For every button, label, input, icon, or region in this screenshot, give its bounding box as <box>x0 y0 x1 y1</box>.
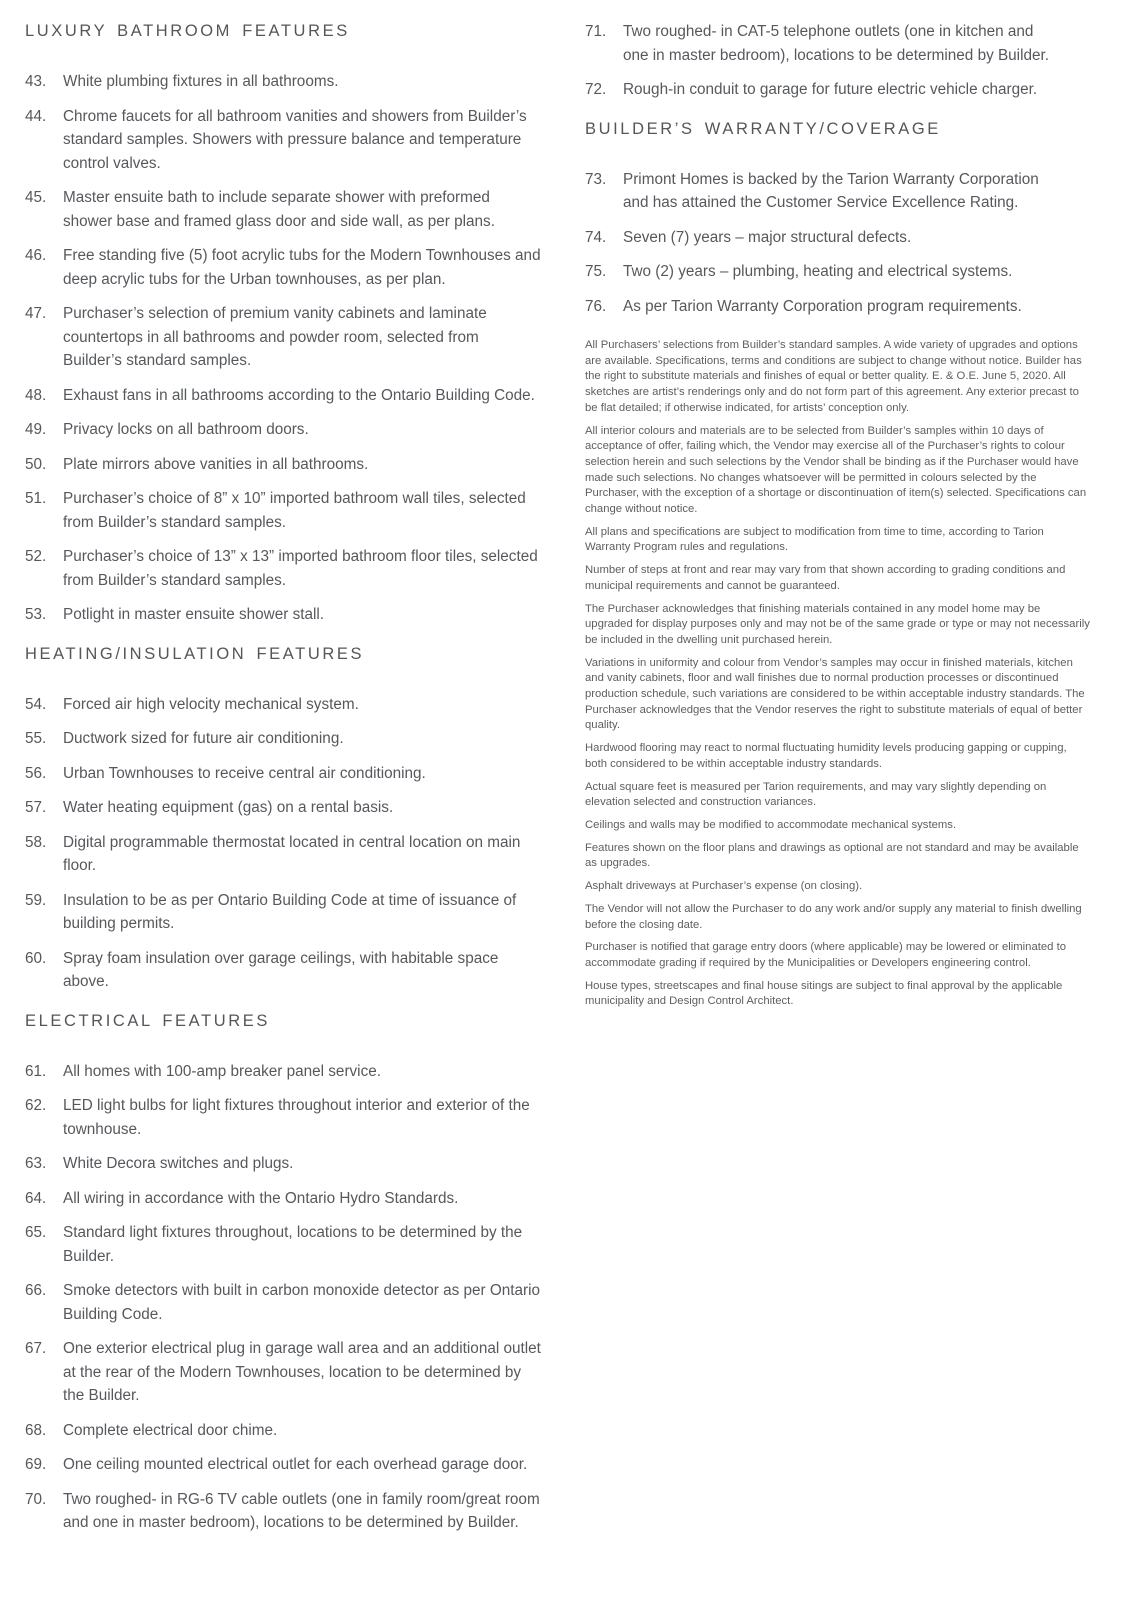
item-number: 69. <box>25 1456 47 1473</box>
item-text: Plate mirrors above vanities in all bathrooms. <box>63 455 369 473</box>
feature-item-54 <box>25 693 541 717</box>
feature-item-51 <box>25 487 541 534</box>
item-number: 75. <box>585 263 607 280</box>
section-heading-builder-s-warranty-coverage: BUILDER’S WARRANTY/COVERAGE <box>585 119 941 138</box>
feature-item-61 <box>25 1060 541 1084</box>
item-number: 64. <box>25 1189 47 1207</box>
item-number: 50. <box>25 455 47 473</box>
fine-print-paragraph: Ceilings and walls may be modified to accommodate mechanical systems. <box>585 818 957 831</box>
item-number: 53. <box>25 606 47 623</box>
feature-item-58 <box>25 831 541 878</box>
fine-print-paragraph: House types, streetscapes and final house sitings are subject to final approval by the applicable municipality and Design Control Architect. <box>585 979 1063 1008</box>
feature-item-64 <box>25 1187 541 1211</box>
item-number: 61. <box>25 1062 47 1080</box>
feature-item-48 <box>25 384 541 408</box>
item-text: Chrome faucets for all bathroom vanities and showers from Builder’s standard samples. Showers with pressure balance and temperature control valves. <box>63 107 527 172</box>
section-heading-electrical-features: ELECTRICAL FEATURES <box>25 1011 270 1030</box>
item-number: 72. <box>585 81 607 98</box>
item-text: Insulation to be as per Ontario Building Code at time of issuance of building permits. <box>63 891 517 932</box>
item-number: 73. <box>585 170 607 188</box>
item-number: 48. <box>25 386 47 404</box>
section-heading-heating-insulation-features: HEATING/INSULATION FEATURES <box>25 644 365 663</box>
item-text: Smoke detectors with built in carbon monoxide detector as per Ontario Building Code. <box>63 1282 540 1323</box>
item-text: As per Tarion Warranty Corporation program requirements. <box>623 297 1022 315</box>
item-number: 58. <box>25 833 47 851</box>
feature-item-76 <box>585 295 1063 319</box>
item-text: Potlight in master ensuite shower stall. <box>63 606 325 623</box>
feature-item-57 <box>25 796 541 820</box>
item-number: 70. <box>25 1490 47 1508</box>
feature-item-63 <box>25 1152 541 1176</box>
item-number: 52. <box>25 548 47 565</box>
item-number: 66. <box>25 1282 47 1299</box>
fine-print-paragraph: The Vendor will not allow the Purchaser to do any work and/or supply any material to finish dwelling before the closing date. <box>585 902 1082 931</box>
feature-item-59 <box>25 889 541 936</box>
item-text: Standard light fixtures throughout, locations to be determined by the Builder. <box>63 1224 523 1265</box>
fine-print-paragraph: The Purchaser acknowledges that finishing materials contained in any model home may be upgraded for display purposes only and may not be of the same grade or type or may not necessarily be included in the dwelling unit purchased herein. <box>585 602 1090 646</box>
item-number: 59. <box>25 891 47 909</box>
item-number: 76. <box>585 297 607 315</box>
item-text: White plumbing fixtures in all bathrooms. <box>63 73 339 90</box>
item-text: Purchaser’s selection of premium vanity cabinets and laminate countertops in all bathrooms and powder room, selected from Builder’s standard samples. <box>63 305 487 369</box>
fine-print-paragraph: Purchaser is notified that garage entry doors (where applicable) may be lowered or eliminated to accommodate grading if required by the Municipalities or Developers engineering control. <box>585 941 1067 969</box>
item-text: All wiring in accordance with the Ontario Hydro Standards. <box>63 1189 459 1207</box>
section-heading-luxury-bathroom-features: LUXURY BATHROOM FEATURES <box>25 22 350 40</box>
item-text: Ductwork sized for future air conditioning. <box>63 730 344 747</box>
feature-item-70 <box>25 1488 541 1535</box>
fine-print-paragraph: Variations in uniformity and colour from Vendor’s samples may occur in finished materials, kitchen and vanity cabinets, floor and wall finishes due to normal production processes or discontinued production schedule, such variations are considered to be within acceptable industry standards. The Purchaser acknowledges that the Vendor reserves the right to substitute materials of equal of better quality. <box>585 656 1085 732</box>
item-text: Privacy locks on all bathroom doors. <box>63 421 309 438</box>
item-text: One ceiling mounted electrical outlet for each overhead garage door. <box>63 1456 528 1473</box>
item-text: Purchaser’s choice of 13” x 13” imported bathroom floor tiles, selected from Builder’s standard samples. <box>63 548 538 589</box>
item-number: 60. <box>25 949 47 967</box>
feature-item-68 <box>25 1419 541 1443</box>
item-text: Free standing five (5) foot acrylic tubs for the Modern Townhouses and deep acrylic tubs for the Urban townhouses, as per plan. <box>63 247 541 288</box>
item-number: 54. <box>25 695 47 713</box>
item-text: White Decora switches and plugs. <box>63 1155 294 1172</box>
fine-print-paragraph: All plans and specifications are subject to modification from time to time, according to Tarion Warranty Program rules and regulations. <box>585 525 1044 554</box>
feature-item-75 <box>585 260 1063 284</box>
item-text: Spray foam insulation over garage ceilings, with habitable space above. <box>63 949 499 990</box>
item-text: Primont Homes is backed by the Tarion Warranty Corporation and has attained the Customer Service Excellence Rating. <box>623 170 1039 211</box>
feature-item-49 <box>25 418 541 442</box>
item-number: 46. <box>25 247 47 264</box>
feature-item-73 <box>585 168 1063 215</box>
item-number: 65. <box>25 1224 47 1241</box>
item-number: 47. <box>25 305 47 322</box>
item-number: 43. <box>25 73 47 90</box>
item-text: LED light bulbs for light fixtures throughout interior and exterior of the townhouse. <box>63 1097 530 1138</box>
item-text: Seven (7) years – major structural defects. <box>623 228 912 246</box>
item-number: 55. <box>25 730 47 747</box>
item-text: Two (2) years – plumbing, heating and electrical systems. <box>623 263 1013 280</box>
item-number: 57. <box>25 799 47 816</box>
item-text: Rough-in conduit to garage for future electric vehicle charger. <box>623 81 1038 98</box>
feature-item-43 <box>25 70 541 94</box>
item-number: 74. <box>585 228 607 246</box>
feature-item-50 <box>25 453 541 477</box>
right-column <box>585 20 1090 1017</box>
item-text: One exterior electrical plug in garage wall area and an additional outlet at the rear of the Modern Townhouses, location to be determined by the Builder. <box>63 1340 541 1404</box>
item-number: 45. <box>25 189 47 206</box>
feature-item-60 <box>25 947 541 994</box>
feature-item-55 <box>25 727 541 751</box>
item-text: Exhaust fans in all bathrooms according to the Ontario Building Code. <box>63 386 535 404</box>
feature-item-44 <box>25 105 541 176</box>
item-text: Digital programmable thermostat located in central location on main floor. <box>63 833 521 874</box>
item-text: Water heating equipment (gas) on a rental basis. <box>63 799 394 816</box>
item-number: 51. <box>25 490 47 507</box>
item-number: 62. <box>25 1097 47 1114</box>
item-number: 44. <box>25 107 47 125</box>
item-number: 67. <box>25 1340 47 1357</box>
feature-item-74 <box>585 226 1063 250</box>
feature-item-62 <box>25 1094 541 1141</box>
item-number: 56. <box>25 764 47 782</box>
feature-item-71 <box>585 20 1063 67</box>
feature-item-45 <box>25 186 541 233</box>
item-number: 63. <box>25 1155 47 1172</box>
fine-print-paragraph: Actual square feet is measured per Tarion requirements, and may vary slightly depending on elevation selected and construction variances. <box>585 780 1047 809</box>
item-number: 71. <box>585 23 607 40</box>
feature-item-65 <box>25 1221 541 1268</box>
item-text: Master ensuite bath to include separate shower with preformed shower base and framed glass door and side wall, as per plans. <box>63 189 495 230</box>
item-text: Forced air high velocity mechanical system. <box>63 695 359 713</box>
item-text: Two roughed- in RG-6 TV cable outlets (one in family room/great room and one in master bedroom), locations to be determined by Builder. <box>63 1490 540 1531</box>
feature-item-67 <box>25 1337 541 1408</box>
item-text: All homes with 100-amp breaker panel service. <box>63 1062 381 1080</box>
item-number: 49. <box>25 421 47 438</box>
feature-item-66 <box>25 1279 541 1326</box>
fine-print-paragraph: Features shown on the floor plans and drawings as optional are not standard and may be available as upgrades. <box>585 841 1079 870</box>
fine-print-paragraph: Hardwood flooring may react to normal fluctuating humidity levels producing gapping or cupping, both considered to be within acceptable industry standards. <box>585 742 1067 770</box>
item-text: Complete electrical door chime. <box>63 1421 278 1439</box>
feature-item-72 <box>585 78 1063 102</box>
fine-print-paragraph: All Purchasers’ selections from Builder’s standard samples. A wide variety of upgrades and options are available. Specifications, terms and conditions are subject to change without notice. Builder has the right to substitute materials and finishes of equal or better quality. E. & O.E. June 5, 2020. All sketches are artist’s renderings only and do not form part of this agreement. Any exterior precast to be flat detailed; if otherwise indicated, for artists’ conception only. <box>585 339 1082 414</box>
feature-item-52 <box>25 545 541 592</box>
item-number: 68. <box>25 1421 47 1439</box>
fine-print-paragraph: Number of steps at front and rear may vary from that shown according to grading conditions and municipal requirements and cannot be guaranteed. <box>585 564 1066 592</box>
feature-item-56 <box>25 762 541 786</box>
item-text: Urban Townhouses to receive central air conditioning. <box>63 764 426 782</box>
fine-print-paragraph: All interior colours and materials are to be selected from Builder’s samples within 10 days of acceptance of offer, failing which, the Vendor may exercise all of the Purchaser’s rights to colour selection herein and such selections by the Vendor shall be binding as if the Purchaser would have made such selections. No changes whatsoever will be permitted in colours selected by the Purchaser, with the exception of a shortage or discontinuation of item(s) selected. Specifications can change without notice. <box>585 424 1087 516</box>
feature-item-53 <box>25 603 541 627</box>
left-column <box>25 20 541 1546</box>
feature-item-69 <box>25 1453 541 1477</box>
item-text: Purchaser’s choice of 8” x 10” imported bathroom wall tiles, selected from Builder’s standard samples. <box>63 490 526 531</box>
feature-item-47 <box>25 302 541 373</box>
item-text: Two roughed- in CAT-5 telephone outlets (one in kitchen and one in master bedroom), locations to be determined by Builder. <box>623 23 1049 64</box>
fine-print-paragraph: Asphalt driveways at Purchaser’s expense (on closing). <box>585 880 863 893</box>
feature-item-46 <box>25 244 541 291</box>
